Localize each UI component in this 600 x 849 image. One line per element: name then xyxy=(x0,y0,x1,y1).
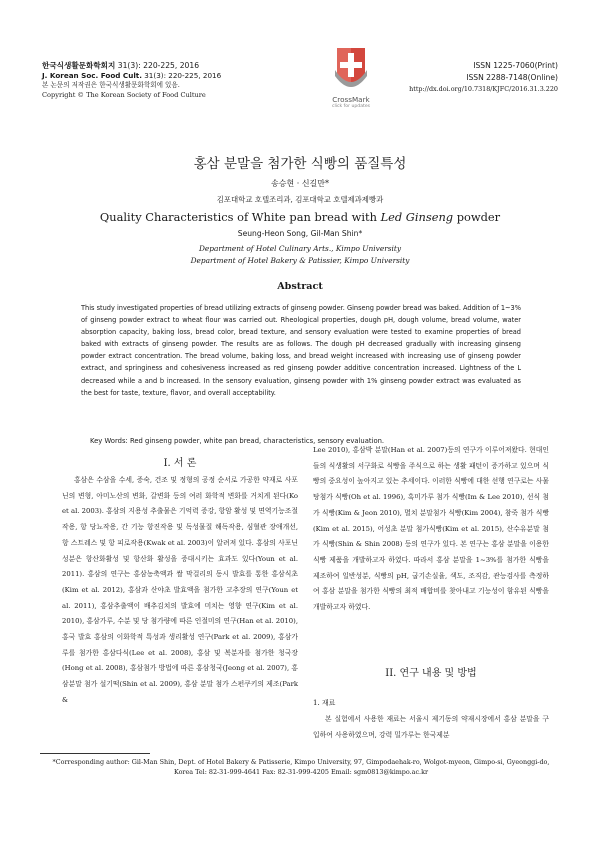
abstract-heading: Abstract xyxy=(277,281,323,292)
intro-paragraph: 홍삼은 수삼을 수세, 증숙, 건조 및 정형의 공정 순서로 가공한 약재로 사포닌의 변형, 아미노산의 변화, 갈변화 등의 여러 화학적 변화를 거치게 된다(Ko et al. 2003). 홍삼의 지용성 추출물은 기억력 증강, 항암 활성 및 면역기능조절작용, 항 당뇨작용, 간 기능 항진작용 및 독성물질 해독작용, 심혈관 장애개선, 항 스트레스 및 항 피로작용(Kwak et al. 2003)이 알려져 있다. 홍삼의 사포닌 성분은 항산화활성 및 항산화 활성을 증대시키는 효과도 있다(Youn et al. 2011). 홍삼의 연구는 홍삼농축액과 쌀 막걸리의 동시 발효를 통한 홍삼식초(Kim et al. 2012), 홍삼과 산야초 발효액을 첨가한 고추장의 연구(Youn et al. 2011), 홍삼추출액이 배추김치의 발효에 미치는 영향 연구(Kim et al. 2010), 홍삼가루, 수분 및 당 첨가량에 따른 인절미의 연구(Han et al. 2010), 홍국 발효 홍삼의 이화학적 특성과 생리활성 연구(Park et al. 2009), 홍삼가루를 첨가한 홍삼다식(Lee et al. 2008), 홍삼 및 복분자를 첨가한 청국장(Hong et al. 2008), 홍삼첨가 방법에 따른 홍삼청국(Jeong et al. 2007), 홍삼분말 첨가 설기떡(Shin et al. 2009), 홍삼 분말 첨가 스펀쿠키의 제조(Park & xyxy=(62,476,298,704)
journal-name-kr: 한국식생활문화학회지 31(3): 220-225, 2016 xyxy=(42,61,200,70)
copyright-en: Copyright © The Korean Society of Food Culture xyxy=(42,90,206,99)
footnote-divider xyxy=(40,753,150,754)
issn-block xyxy=(409,60,558,95)
materials-paragraph: 본 실험에서 사용한 재료는 서울시 제기동의 약재시장에서 홍삼 분말을 구입하여 사용하였으며, 강력 밀가루는 한국제분 xyxy=(313,715,549,739)
abstract-text: This study investigated properties of bread utilizing extracts of ginseng powder. Ginseng powder bread was baked. Addition of 1~3% of ginseng powder extract to wheat flour was carried out. Rheological properties, dough pH, dough volume, bread volume, water absorption capacity, baking loss, bread color, bread texture, and sensory evaluation were tested to examine properties of bread baked with extracts of ginseng powder. The results are as follows. The dough pH decreased gradually with increasing ginseng powder extract concentration. The bread volume, baking loss, and bread weight increased with increasing use of ginseng powder extract, and springiness and cohesiveness increased as red ginseng powder additive concentration increased. Lightness of the L decreased while a and b increased. In the sensory evaluation, ginseng powder with 1% ginseng powder extract was evaluated as the best for taste, texture, flavor, and overall acceptability. xyxy=(81,304,521,397)
intro-paragraph-continued: Lee 2010), 홍삼박 분말(Han et al. 2007)등의 연구가 이루어져왔다. 현대인들의 식생활의 서구화로 식빵을 주식으로 하는 생활 패턴이 증가하고 있으며 식빵의 중요성이 높아지고 있는 추세이다. 이러한 식빵에 대한 선행 연구로는 사물탕첨가 식빵(Oh et al. 1996), 흑미가루 첨가 식빵(Im & Lee 2010), 선식 첨가 식빵(Kim & Jeon 2010), 멸치 분말첨가 식빵(Kim 2004), 참죽 첨가 식빵(Kim et al. 2015), 어성초 분말 첨가식빵(Kim et al. 2015), 산수유분말 첨가 식빵(Shin & Shin 2008) 등의 연구가 있다. 본 연구는 홍삼 분말을 이용한 식빵 제품을 개발하고자 하였다. 따라서 홍삼 분말을 1~3%를 첨가한 식빵을 제조하여 일반성분, 식빵의 pH, 굽기손실율, 색도, 조직감, 관능검사를 측정하여 홍삼 분말을 첨가한 식빵의 최적 배합비를 찾아내고 기능성이 함유된 식빵을 개발하고자 하였다. xyxy=(313,446,549,612)
section-methods-heading: II. 연구 내용 및 방법 xyxy=(385,668,477,679)
title-en: Quality Characteristics of White pan bread with Led Ginseng powder xyxy=(99,210,501,224)
subsection-materials-heading: 1. 재료 xyxy=(313,699,336,707)
department-2: Department of Hotel Bakery & Patissier, Kimpo University xyxy=(190,256,410,265)
title-kr: 홍삼 분말을 첨가한 식빵의 품질특성 xyxy=(193,156,407,172)
issn-print: ISSN 1225-7060(Print) xyxy=(473,61,558,70)
authors-kr: 송승현 · 신길만* xyxy=(271,179,329,188)
issn-online: ISSN 2288-7148(Online) xyxy=(466,73,558,82)
corresponding-author-footnote xyxy=(40,757,562,777)
keywords: Key Words: Red ginseng powder, white pan bread, characteristics, sensory evaluation. xyxy=(90,437,385,445)
journal-header xyxy=(42,60,312,100)
department-1: Department of Hotel Culinary Arts., Kimpo University xyxy=(198,244,402,253)
authors-en: Seung-Heon Song, Gil-Man Shin* xyxy=(237,229,363,238)
journal-name-en: J. Korean Soc. Food Cult. 31(3): 220-225, 2016 xyxy=(42,71,222,80)
crossmark-badge[interactable] xyxy=(324,46,378,110)
crossmark-subtext: click for updates xyxy=(331,104,371,109)
crossmark-icon xyxy=(331,46,371,94)
footnote-line-1: *Corresponding author: Gil-Man Shin, Dept. of Hotel Bakery & Patisserie, Kimpo University, 97, Gimpodaehak-ro, Wolgot-myeon, Gimpo-si, Gyeonggi-do, xyxy=(52,758,550,766)
copyright-kr: 본 논문의 저작권은 한국식생활문화학회에 있음. xyxy=(42,81,180,89)
doi-link[interactable]: http://dx.doi.org/10.7318/KJFC/2016.31.3.220 xyxy=(409,85,558,93)
section-intro-heading: I. 서 론 xyxy=(163,458,197,469)
crossmark-label: CrossMark xyxy=(332,95,370,104)
affiliation-kr: 김포대학교 호텔조리과, 김포대학교 호텔제과제빵과 xyxy=(216,195,384,204)
materials-column xyxy=(313,712,549,743)
footnote-line-2: Korea Tel: 82-31-999-4641 Fax: 82-31-999-4205 Email: sgm0813@kimpo.ac.kr xyxy=(173,768,429,776)
intro-left-column xyxy=(62,473,298,709)
intro-right-column xyxy=(313,443,549,616)
